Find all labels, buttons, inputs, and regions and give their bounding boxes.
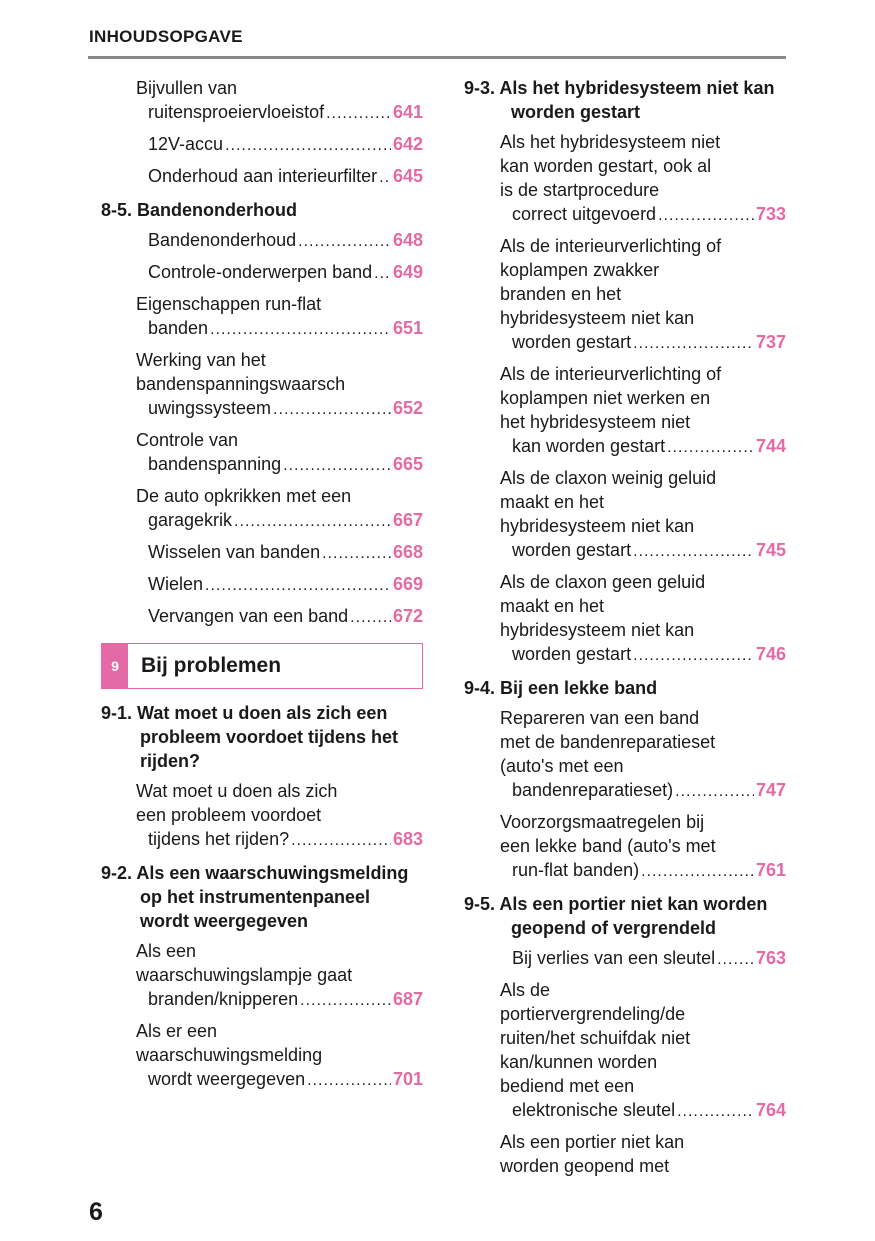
toc-entry[interactable] xyxy=(136,132,423,158)
toc-entry-leader-row xyxy=(512,202,786,228)
toc-heading-8-5[interactable]: 8-5. Bandenonderhoud xyxy=(101,200,298,220)
toc-entry[interactable] xyxy=(136,1019,423,1093)
toc-entry-line: maakt en het xyxy=(500,596,605,616)
toc-entry-text: bandenreparatieset) xyxy=(512,780,674,800)
toc-entry[interactable] xyxy=(136,348,423,422)
page-ref[interactable]: 669 xyxy=(392,574,423,594)
toc-group-9-5 xyxy=(464,946,786,1124)
toc-entry-line: (auto's met een xyxy=(500,756,624,776)
toc-entry[interactable] xyxy=(500,810,786,884)
toc-entry[interactable] xyxy=(136,939,423,1013)
toc-entry-text: Bandenonderhoud xyxy=(148,230,297,250)
toc-entry-text: branden/knipperen xyxy=(148,989,299,1009)
toc-entry[interactable] xyxy=(500,946,786,972)
page-ref[interactable]: 667 xyxy=(392,510,423,530)
toc-entry-line: Als de interieurverlichting of xyxy=(500,236,722,256)
toc-entry-line: maakt en het xyxy=(500,492,605,512)
toc-entry-line: hybridesysteem niet kan xyxy=(500,516,695,536)
leader-dots xyxy=(677,1100,754,1124)
toc-entry-text: uwingssysteem xyxy=(148,398,272,418)
toc-entry[interactable] xyxy=(500,570,786,668)
toc-entry-line: Als de interieurverlichting of xyxy=(500,364,722,384)
section-number: 9 xyxy=(102,644,128,688)
page-ref[interactable]: 668 xyxy=(392,542,423,562)
toc-entry-text: wordt weergegeven xyxy=(148,1069,306,1089)
toc-entry[interactable] xyxy=(500,978,786,1124)
toc-heading-9-1[interactable]: 9-1. Wat moet u doen als zich een probleem voordoet tijdens het rijden? xyxy=(101,703,399,771)
toc-entry[interactable] xyxy=(500,362,786,460)
toc-entry-line: met de bandenreparatieset xyxy=(500,732,716,752)
toc-entry-line: portiervergrendeling/de xyxy=(500,1004,686,1024)
page-ref[interactable]: 652 xyxy=(392,398,423,418)
leader-dots xyxy=(667,436,754,460)
leader-dots xyxy=(379,166,391,190)
toc-group-8-5 xyxy=(101,228,423,630)
toc-entry-leader-row xyxy=(512,642,786,668)
leader-dots xyxy=(283,454,391,478)
leader-dots xyxy=(633,644,754,668)
toc-entry-line: koplampen zwakker xyxy=(500,260,660,280)
toc-entry-line: branden en het xyxy=(500,284,622,304)
page-ref[interactable]: 687 xyxy=(392,989,423,1009)
page-ref[interactable]: 701 xyxy=(392,1069,423,1089)
toc-entry-text: Wielen xyxy=(148,574,204,594)
toc-group-9-1 xyxy=(101,779,423,853)
toc-entry-text: Vervangen van een band xyxy=(148,606,349,626)
toc-entry-line: Eigenschappen run-flat xyxy=(136,294,322,314)
toc-entry-leader-row xyxy=(512,778,786,804)
toc-entry-leader-row xyxy=(148,987,423,1013)
toc-entry-leader-row xyxy=(148,508,423,534)
toc-entry-text: ruitensproeiervloeistof xyxy=(148,102,325,122)
page-ref[interactable]: 648 xyxy=(392,230,423,250)
toc-group-9-4 xyxy=(464,706,786,884)
toc-entry-line: waarschuwingslampje gaat xyxy=(136,965,353,985)
toc-entry-text: worden gestart xyxy=(512,540,632,560)
leader-dots xyxy=(210,318,391,342)
leader-dots xyxy=(633,540,754,564)
leader-dots xyxy=(225,134,391,158)
toc-entry[interactable] xyxy=(500,466,786,564)
toc-group-8-4-cont xyxy=(101,76,423,190)
toc-entry-leader-row xyxy=(512,1098,786,1124)
toc-entry-text: Onderhoud aan interieurfilter xyxy=(148,166,378,186)
toc-left-column xyxy=(101,76,423,1099)
page-ref[interactable]: 746 xyxy=(755,644,786,664)
toc-entry-text: correct uitgevoerd xyxy=(512,204,657,224)
toc-entry-line: Repareren van een band xyxy=(500,708,700,728)
toc-entry-leader-row xyxy=(148,396,423,422)
toc-entry[interactable] xyxy=(136,76,423,126)
toc-entry-line: hybridesysteem niet kan xyxy=(500,308,695,328)
toc-group-9-3 xyxy=(464,130,786,668)
toc-entry-line: Werking van het xyxy=(136,350,266,370)
toc-entry[interactable] xyxy=(136,260,423,286)
toc-entry-line: Bijvullen van xyxy=(136,78,238,98)
toc-entry-leader-row xyxy=(148,1067,423,1093)
page-ref[interactable]: 672 xyxy=(392,606,423,626)
leader-dots xyxy=(291,829,391,853)
toc-entry-leader-row xyxy=(148,572,423,598)
toc-entry-leader-row xyxy=(148,100,423,126)
toc-entry-leader-row xyxy=(148,228,423,254)
leader-dots xyxy=(307,1069,391,1093)
page-ref[interactable]: 641 xyxy=(392,102,423,122)
toc-entry-leader-row xyxy=(148,452,423,478)
toc-entry-leader-row xyxy=(148,164,423,190)
toc-entry-text: worden gestart xyxy=(512,644,632,664)
toc-entry-text: bandenspanning xyxy=(148,454,282,474)
toc-entry-line: Als de claxon weinig geluid xyxy=(500,468,717,488)
toc-entry-line: een lekke band (auto's met xyxy=(500,836,716,856)
toc-entry[interactable] xyxy=(500,234,786,356)
toc-heading-9-3[interactable]: 9-3. Als het hybridesysteem niet kan worden gestart xyxy=(464,78,775,122)
toc-right-column xyxy=(464,76,786,1184)
section-banner-9[interactable] xyxy=(101,643,423,689)
leader-dots xyxy=(298,230,391,254)
toc-entry-leader-row xyxy=(148,260,423,286)
page-ref[interactable]: 747 xyxy=(755,780,786,800)
toc-heading-9-2[interactable]: 9-2. Als een waarschuwingsmelding op het instrumentenpaneel wordt weergegeven xyxy=(101,863,409,931)
toc-entry-line: bandenspanningswaarsch xyxy=(136,374,346,394)
page-ref[interactable]: 761 xyxy=(755,860,786,880)
toc-entry-text: kan worden gestart xyxy=(512,436,666,456)
page-ref[interactable]: 764 xyxy=(755,1100,786,1120)
toc-entry-line: bediend met een xyxy=(500,1076,635,1096)
toc-entry-line: Wat moet u doen als zich xyxy=(136,781,338,801)
toc-entry-text: 12V-accu xyxy=(148,134,224,154)
toc-entry[interactable] xyxy=(500,130,786,228)
page-ref[interactable]: 763 xyxy=(755,948,786,968)
page-header-title: INHOUDSOPGAVE xyxy=(89,27,243,46)
page-number: 6 xyxy=(89,1198,103,1226)
toc-entry-open[interactable] xyxy=(500,1130,786,1178)
toc-entry[interactable] xyxy=(136,484,423,534)
toc-entry-line: Als een xyxy=(136,941,197,961)
toc-entry-line: Als de xyxy=(500,980,551,1000)
toc-entry-line: Als er een xyxy=(136,1021,218,1041)
header-rule xyxy=(88,56,786,59)
toc-group-9-2 xyxy=(101,939,423,1093)
toc-entry-line: waarschuwingsmelding xyxy=(136,1045,323,1065)
toc-entry-leader-row xyxy=(512,946,786,972)
leader-dots xyxy=(205,574,391,598)
toc-entry[interactable] xyxy=(136,164,423,190)
toc-entry-line: kan/kunnen worden xyxy=(500,1052,658,1072)
toc-entry-line: koplampen niet werken en xyxy=(500,388,711,408)
toc-heading-9-5[interactable]: 9-5. Als een portier niet kan worden geopend of vergrendeld xyxy=(464,894,768,938)
toc-entry-line: Als het hybridesysteem niet xyxy=(500,132,721,152)
toc-entry-line: Als een portier niet kan xyxy=(500,1132,685,1152)
toc-entry-leader-row xyxy=(512,538,786,564)
toc-entry-text: Controle-onderwerpen band xyxy=(148,262,373,282)
toc-entry-line: Als de claxon geen geluid xyxy=(500,572,706,592)
leader-dots xyxy=(658,204,754,228)
toc-entry-text: tijdens het rijden? xyxy=(148,829,290,849)
toc-entry-line: een probleem voordoet xyxy=(136,805,322,825)
toc-entry-text: elektronische sleutel xyxy=(512,1100,676,1120)
toc-entry-line: Controle van xyxy=(136,430,239,450)
section-title: Bij problemen xyxy=(141,654,282,677)
leader-dots xyxy=(234,510,391,534)
page-ref[interactable]: 645 xyxy=(392,166,423,186)
page-ref[interactable]: 642 xyxy=(392,134,423,154)
toc-entry-line: De auto opkrikken met een xyxy=(136,486,352,506)
leader-dots xyxy=(633,332,754,356)
toc-entry-text: Wisselen van banden xyxy=(148,542,321,562)
toc-entry[interactable] xyxy=(136,540,423,566)
page-ref[interactable]: 683 xyxy=(392,829,423,849)
leader-dots xyxy=(326,102,391,126)
toc-entry-line: het hybridesysteem niet xyxy=(500,412,691,432)
toc-entry-leader-row xyxy=(148,316,423,342)
toc-entry-line: kan worden gestart, ook al xyxy=(500,156,712,176)
leader-dots xyxy=(273,398,391,422)
toc-entry-line: is de startprocedure xyxy=(500,180,660,200)
page-ref[interactable]: 651 xyxy=(392,318,423,338)
page-ref[interactable]: 737 xyxy=(755,332,786,352)
toc-entry-text: Bij verlies van een sleutel xyxy=(512,948,716,968)
toc-entry[interactable] xyxy=(136,604,423,630)
page-ref[interactable]: 649 xyxy=(392,262,423,282)
page-ref[interactable]: 744 xyxy=(755,436,786,456)
toc-entry[interactable] xyxy=(136,779,423,853)
page-ref[interactable]: 745 xyxy=(755,540,786,560)
toc-entry-text: garagekrik xyxy=(148,510,233,530)
leader-dots xyxy=(300,989,391,1013)
leader-dots xyxy=(322,542,391,566)
toc-entry-leader-row xyxy=(148,604,423,630)
page-ref[interactable]: 733 xyxy=(755,204,786,224)
toc-entry-leader-row xyxy=(512,434,786,460)
toc-entry-leader-row xyxy=(148,827,423,853)
page-ref[interactable]: 665 xyxy=(392,454,423,474)
toc-entry[interactable] xyxy=(500,706,786,804)
toc-entry-line: hybridesysteem niet kan xyxy=(500,620,695,640)
toc-entry-line: ruiten/het schuifdak niet xyxy=(500,1028,691,1048)
leader-dots xyxy=(641,860,754,884)
toc-entry-leader-row xyxy=(148,132,423,158)
toc-entry-text: worden gestart xyxy=(512,332,632,352)
leader-dots xyxy=(675,780,754,804)
toc-entry[interactable] xyxy=(136,572,423,598)
leader-dots xyxy=(374,262,391,286)
toc-entry-line: Voorzorgsmaatregelen bij xyxy=(500,812,705,832)
toc-entry-line: worden geopend met xyxy=(500,1156,670,1176)
toc-entry-leader-row xyxy=(148,540,423,566)
toc-entry[interactable] xyxy=(136,428,423,478)
leader-dots xyxy=(717,948,754,972)
toc-entry-text: banden xyxy=(148,318,209,338)
toc-heading-9-4[interactable]: 9-4. Bij een lekke band xyxy=(464,678,658,698)
toc-entry[interactable] xyxy=(136,228,423,254)
toc-entry-leader-row xyxy=(512,330,786,356)
toc-entry-leader-row xyxy=(512,858,786,884)
leader-dots xyxy=(350,606,391,630)
toc-entry-text: run-flat banden) xyxy=(512,860,640,880)
toc-entry[interactable] xyxy=(136,292,423,342)
